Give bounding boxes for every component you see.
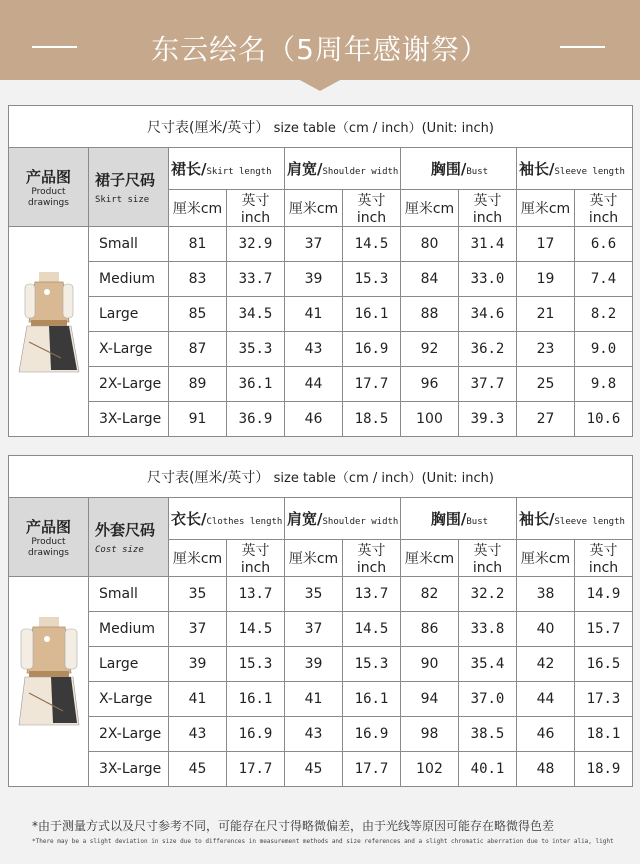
cell-value: 27	[517, 402, 575, 437]
cell-value: 43	[285, 332, 343, 367]
cell-value: 15.3	[227, 647, 285, 682]
cell-value: 15.7	[575, 612, 633, 647]
table-row	[9, 577, 633, 612]
size-column-header: 裙子尺码 Skirt size	[89, 148, 169, 227]
cell-value: 13.7	[343, 577, 401, 612]
cell-value: 18.1	[575, 717, 633, 752]
table-row	[9, 647, 633, 682]
cell-value: 34.5	[227, 297, 285, 332]
unit-cm: 厘米cm	[401, 540, 459, 577]
unit-cm: 厘米cm	[169, 190, 227, 227]
cell-value: 48	[517, 752, 575, 787]
cell-value: 18.9	[575, 752, 633, 787]
unit-cm: 厘米cm	[169, 540, 227, 577]
measure-header-shoulder: 肩宽/Shoulder width	[285, 498, 401, 540]
coat-size-table	[8, 455, 633, 787]
cell-value: 102	[401, 752, 459, 787]
cell-value: 45	[169, 752, 227, 787]
table-row	[9, 367, 633, 402]
banner-notch	[298, 79, 342, 91]
cell-value: 43	[169, 717, 227, 752]
cell-value: 92	[401, 332, 459, 367]
product-image	[9, 227, 89, 437]
cell-value: 14.5	[343, 612, 401, 647]
cell-value: 25	[517, 367, 575, 402]
unit-inch: 英寸inch	[227, 540, 285, 577]
cell-value: 15.3	[343, 647, 401, 682]
unit-inch: 英寸inch	[343, 190, 401, 227]
size-label: Medium	[89, 262, 169, 297]
cell-value: 46	[285, 402, 343, 437]
size-label: Small	[89, 577, 169, 612]
cell-value: 85	[169, 297, 227, 332]
cell-value: 10.6	[575, 402, 633, 437]
cell-value: 14.9	[575, 577, 633, 612]
cell-value: 37	[169, 612, 227, 647]
cell-value: 9.0	[575, 332, 633, 367]
cell-value: 90	[401, 647, 459, 682]
cell-value: 80	[401, 227, 459, 262]
cell-value: 31.4	[459, 227, 517, 262]
cell-value: 17.3	[575, 682, 633, 717]
table-row	[9, 612, 633, 647]
cell-value: 35	[169, 577, 227, 612]
size-label: 3X-Large	[89, 402, 169, 437]
page-title: 东云绘名（5周年感谢祭）	[151, 33, 489, 66]
unit-inch: 英寸inch	[575, 190, 633, 227]
cell-value: 44	[517, 682, 575, 717]
cell-value: 82	[401, 577, 459, 612]
cell-value: 16.9	[343, 717, 401, 752]
unit-inch: 英寸inch	[459, 190, 517, 227]
title-banner	[0, 0, 640, 80]
footnote-english: *There may be a slight deviation in size due to differences in measurement methods and size references and a slight chromatic aberration due to inter alia, light	[32, 838, 614, 845]
table-row	[9, 332, 633, 367]
size-label: Small	[89, 227, 169, 262]
cell-value: 37.7	[459, 367, 517, 402]
cell-value: 39	[169, 647, 227, 682]
measure-header-length: 裙长/Skirt length	[169, 148, 285, 190]
cell-value: 16.1	[227, 682, 285, 717]
cell-value: 16.1	[343, 682, 401, 717]
cell-value: 88	[401, 297, 459, 332]
table-row	[9, 682, 633, 717]
cell-value: 37	[285, 227, 343, 262]
cell-value: 16.9	[227, 717, 285, 752]
cell-value: 35.4	[459, 647, 517, 682]
cell-value: 86	[401, 612, 459, 647]
cell-value: 45	[285, 752, 343, 787]
table-row	[9, 227, 633, 262]
measure-header-length: 衣长/Clothes length	[169, 498, 285, 540]
size-label: Large	[89, 297, 169, 332]
table-row	[9, 752, 633, 787]
cell-value: 9.8	[575, 367, 633, 402]
cell-value: 14.5	[343, 227, 401, 262]
cell-value: 17.7	[343, 752, 401, 787]
table-row	[9, 402, 633, 437]
cell-value: 23	[517, 332, 575, 367]
cell-value: 33.0	[459, 262, 517, 297]
cell-value: 32.2	[459, 577, 517, 612]
cell-value: 46	[517, 717, 575, 752]
size-label: X-Large	[89, 682, 169, 717]
cell-value: 100	[401, 402, 459, 437]
cell-value: 18.5	[343, 402, 401, 437]
cell-value: 40.1	[459, 752, 517, 787]
cell-value: 38	[517, 577, 575, 612]
cell-value: 17.7	[343, 367, 401, 402]
cell-value: 36.9	[227, 402, 285, 437]
cell-value: 38.5	[459, 717, 517, 752]
footnote-chinese: *由于测量方式以及尺寸参考不同，可能存在尺寸得略微偏差，由于光线等原因可能存在略微得色差	[32, 819, 555, 833]
cell-value: 34.6	[459, 297, 517, 332]
cell-value: 89	[169, 367, 227, 402]
cell-value: 7.4	[575, 262, 633, 297]
unit-inch: 英寸inch	[227, 190, 285, 227]
table-caption: 尺寸表(厘米/英寸） size table（cm / inch）(Unit: inch)	[9, 106, 633, 148]
table-row	[9, 717, 633, 752]
banner-right-rule	[560, 46, 605, 48]
cell-value: 37	[285, 612, 343, 647]
cell-value: 35.3	[227, 332, 285, 367]
unit-cm: 厘米cm	[285, 190, 343, 227]
cell-value: 96	[401, 367, 459, 402]
size-label: X-Large	[89, 332, 169, 367]
measure-header-shoulder: 肩宽/Shoulder width	[285, 148, 401, 190]
table-row	[9, 262, 633, 297]
size-label: 2X-Large	[89, 367, 169, 402]
unit-inch: 英寸inch	[575, 540, 633, 577]
cell-value: 8.2	[575, 297, 633, 332]
cell-value: 43	[285, 717, 343, 752]
cell-value: 16.5	[575, 647, 633, 682]
coat-illustration	[17, 607, 81, 757]
product-drawings-header: 产品图 Product drawings	[9, 148, 89, 227]
cell-value: 17	[517, 227, 575, 262]
cell-value: 39	[285, 262, 343, 297]
unit-cm: 厘米cm	[401, 190, 459, 227]
size-label: Medium	[89, 612, 169, 647]
cell-value: 33.8	[459, 612, 517, 647]
cell-value: 83	[169, 262, 227, 297]
cell-value: 98	[401, 717, 459, 752]
cell-value: 41	[285, 682, 343, 717]
cell-value: 41	[285, 297, 343, 332]
cell-value: 32.9	[227, 227, 285, 262]
cell-value: 36.2	[459, 332, 517, 367]
size-label: Large	[89, 647, 169, 682]
dress-illustration	[17, 262, 81, 402]
measure-header-bust: 胸围/Bust	[401, 148, 517, 190]
cell-value: 94	[401, 682, 459, 717]
unit-cm: 厘米cm	[517, 190, 575, 227]
cell-value: 36.1	[227, 367, 285, 402]
cell-value: 33.7	[227, 262, 285, 297]
cell-value: 39	[285, 647, 343, 682]
size-label: 3X-Large	[89, 752, 169, 787]
cell-value: 17.7	[227, 752, 285, 787]
cell-value: 6.6	[575, 227, 633, 262]
size-label: 2X-Large	[89, 717, 169, 752]
table-row	[9, 297, 633, 332]
cell-value: 19	[517, 262, 575, 297]
unit-inch: 英寸inch	[459, 540, 517, 577]
cell-value: 81	[169, 227, 227, 262]
skirt-size-table	[8, 105, 633, 437]
cell-value: 14.5	[227, 612, 285, 647]
unit-cm: 厘米cm	[285, 540, 343, 577]
cell-value: 44	[285, 367, 343, 402]
cell-value: 42	[517, 647, 575, 682]
unit-inch: 英寸inch	[343, 540, 401, 577]
table-caption: 尺寸表(厘米/英寸） size table（cm / inch）(Unit: inch)	[9, 456, 633, 498]
cell-value: 16.9	[343, 332, 401, 367]
product-drawings-header: 产品图 Product drawings	[9, 498, 89, 577]
measure-header-bust: 胸围/Bust	[401, 498, 517, 540]
cell-value: 41	[169, 682, 227, 717]
cell-value: 87	[169, 332, 227, 367]
measure-header-sleeve: 袖长/Sleeve length	[517, 498, 633, 540]
cell-value: 37.0	[459, 682, 517, 717]
measure-header-sleeve: 袖长/Sleeve length	[517, 148, 633, 190]
cell-value: 13.7	[227, 577, 285, 612]
size-column-header: 外套尺码 Cost size	[89, 498, 169, 577]
cell-value: 39.3	[459, 402, 517, 437]
product-image	[9, 577, 89, 787]
unit-cm: 厘米cm	[517, 540, 575, 577]
cell-value: 91	[169, 402, 227, 437]
cell-value: 21	[517, 297, 575, 332]
cell-value: 16.1	[343, 297, 401, 332]
cell-value: 40	[517, 612, 575, 647]
cell-value: 84	[401, 262, 459, 297]
cell-value: 15.3	[343, 262, 401, 297]
cell-value: 35	[285, 577, 343, 612]
